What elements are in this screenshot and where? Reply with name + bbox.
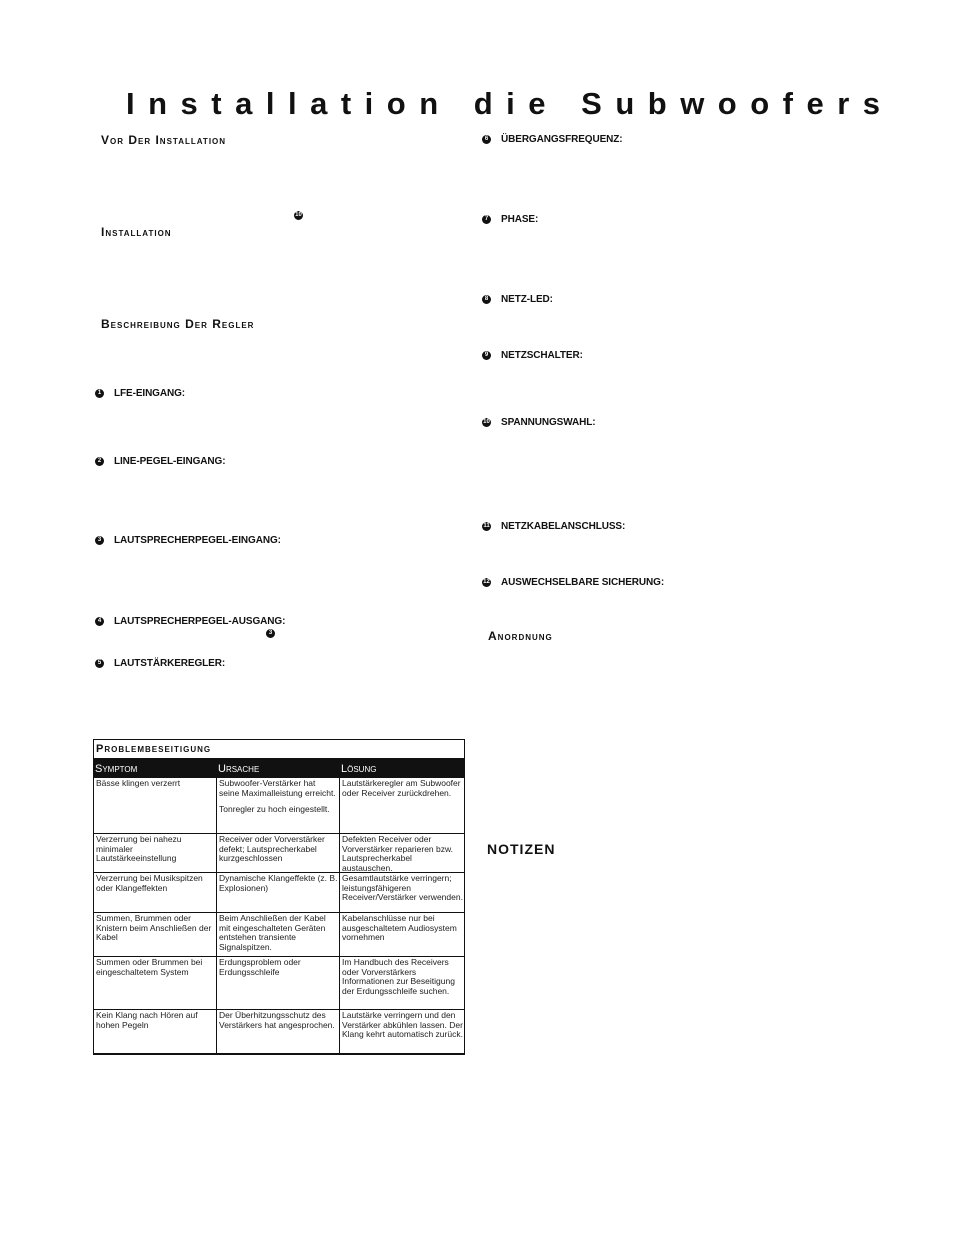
cell-text: Lautstärkeregler am Subwoofer oder Receiver zurückdrehen. — [342, 778, 461, 798]
heading-notizen: NOTIZEN — [487, 841, 556, 857]
control-label: SPANNUNGSWAHL: — [501, 417, 596, 428]
table-row — [94, 833, 464, 872]
number-badge: 12 — [483, 579, 490, 585]
cell-ursache — [217, 778, 340, 833]
cell-text: Verzerrung bei Musikspitzen oder Klangeffekten — [96, 873, 203, 893]
control-item-lsp-in — [95, 535, 281, 546]
cell-symptom — [94, 873, 217, 912]
cell-text: Summen oder Brummen bei eingeschaltetem System — [96, 957, 203, 977]
troubleshooting-table — [93, 739, 465, 1055]
cell-loesung — [340, 834, 464, 872]
number-badge: 7 — [482, 215, 491, 224]
cell-text: Gesamtlautstärke verringern; leistungsfähigeren Receiver/Verstärker verwenden. — [342, 873, 463, 902]
cell-text: Beim Anschließen der Kabel mit eingeschalteten Geräten entstehen transiente Signalspitzen. — [219, 913, 326, 952]
page-title: Installation die Subwoofers — [126, 86, 894, 121]
control-label: AUSWECHSELBARE SICHERUNG: — [501, 577, 665, 588]
control-item-crossover — [482, 134, 623, 145]
control-item-power-cord — [482, 521, 625, 532]
control-item-power-switch — [482, 350, 583, 361]
cell-ursache — [217, 834, 340, 872]
cell-ursache — [217, 873, 340, 912]
table-title: Problembeseitigung — [94, 740, 464, 759]
cell-ursache — [217, 1010, 340, 1053]
number-badge: 3 — [95, 536, 104, 545]
cell-text: Verzerrung bei nahezu minimaler Lautstärkeeinstellung — [96, 834, 182, 863]
control-item-lsp-out — [95, 616, 285, 627]
number-badge: 4 — [95, 617, 104, 626]
cell-text: Dynamische Klangeffekte (z. B. Explosionen) — [219, 873, 338, 893]
cell-symptom — [94, 1010, 217, 1053]
control-item-volume — [95, 658, 225, 669]
cell-symptom — [94, 834, 217, 872]
number-badge: 8 — [482, 295, 491, 304]
cell-text: Subwoofer-Verstärker hat seine Maximalleistung erreicht. — [219, 778, 336, 798]
column-header-ursache: Ursache — [218, 763, 260, 775]
table-row — [94, 1009, 464, 1053]
number-badge: 6 — [482, 135, 491, 144]
number-badge: 2 — [95, 457, 104, 466]
control-label: LAUTSPRECHERPEGEL-EINGANG: — [114, 535, 281, 546]
control-item-voltage — [482, 417, 596, 428]
cell-symptom — [94, 913, 217, 956]
control-label: LFE-EINGANG: — [114, 388, 186, 399]
control-label: LINE-PEGEL-EINGANG: — [114, 456, 226, 467]
control-item-fuse — [482, 577, 664, 588]
cell-text: Receiver oder Vorverstärker defekt; Lautsprecherkabel kurzgeschlossen — [219, 834, 325, 863]
control-item-line — [95, 456, 225, 467]
control-label: NETZ-LED: — [501, 294, 553, 305]
cell-text: Der Überhitzungsschutz des Verstärkers hat angesprochen. — [219, 1010, 335, 1030]
column-header-loesung: Lösung — [341, 763, 377, 775]
heading-vor-der-installation: Vor Der Installation — [101, 133, 227, 147]
cell-loesung — [340, 1010, 464, 1053]
control-item-lfe — [95, 388, 185, 399]
table-header-row — [94, 759, 464, 777]
heading-installation: Installation — [101, 225, 172, 239]
cell-loesung — [340, 957, 464, 1009]
cell-text: Bässe klingen verzerrt — [96, 778, 181, 788]
control-label: NETZSCHALTER: — [501, 350, 583, 361]
number-badge: 5 — [95, 659, 104, 668]
table-row — [94, 956, 464, 1009]
cell-text: Kein Klang nach Hören auf hohen Pegeln — [96, 1010, 198, 1030]
heading-anordnung: Anordnung — [488, 629, 553, 643]
cell-ursache — [217, 957, 340, 1009]
control-label: ÜBERGANGSFREQUENZ: — [501, 134, 623, 145]
table-row — [94, 872, 464, 912]
callout-marker: 3 — [266, 629, 275, 638]
cell-text: Kabelanschlüsse nur bei ausgeschaltetem Audiosystem vornehmen — [342, 913, 457, 942]
control-label: NETZKABELANSCHLUSS: — [501, 521, 626, 532]
heading-beschreibung: Beschreibung Der Regler — [101, 317, 255, 331]
number-badge: 11 — [483, 523, 490, 529]
number-badge: 1 — [95, 389, 104, 398]
number-badge: 10 — [483, 419, 490, 425]
cell-loesung — [340, 873, 464, 912]
control-item-phase — [482, 214, 538, 225]
table-row — [94, 777, 464, 833]
cell-loesung — [340, 778, 464, 833]
number-badge: 9 — [482, 351, 491, 360]
cell-loesung — [340, 913, 464, 956]
cell-text: Summen, Brummen oder Knistern beim Anschließen der Kabel — [96, 913, 212, 942]
control-label: LAUTSPRECHERPEGEL-AUSGANG: — [114, 616, 286, 627]
cell-text: Tonregler zu hoch eingestellt. — [219, 804, 330, 814]
cell-ursache — [217, 913, 340, 956]
cell-symptom — [94, 778, 217, 833]
callout-marker: 10 — [295, 212, 302, 218]
cell-symptom — [94, 957, 217, 1009]
column-header-symptom: Symptom — [95, 763, 138, 775]
control-item-led — [482, 294, 553, 305]
cell-text: Erdungsproblem oder Erdungsschleife — [219, 957, 301, 977]
cell-text: Defekten Receiver oder Vorverstärker reparieren bzw. Lautsprecherkabel austauschen. — [342, 834, 454, 873]
cell-text: Lautstärke verringern und den Verstärker abkühlen lassen. Der Klang kehrt automatisch zurück. — [342, 1010, 463, 1039]
cell-text: Im Handbuch des Receivers oder Vorverstärkers Informationen zur Beseitigung der Erdungsschleife suchen. — [342, 957, 455, 996]
table-row — [94, 912, 464, 956]
control-label: LAUTSTÄRKEREGLER: — [114, 658, 226, 669]
control-label: PHASE: — [501, 214, 539, 225]
